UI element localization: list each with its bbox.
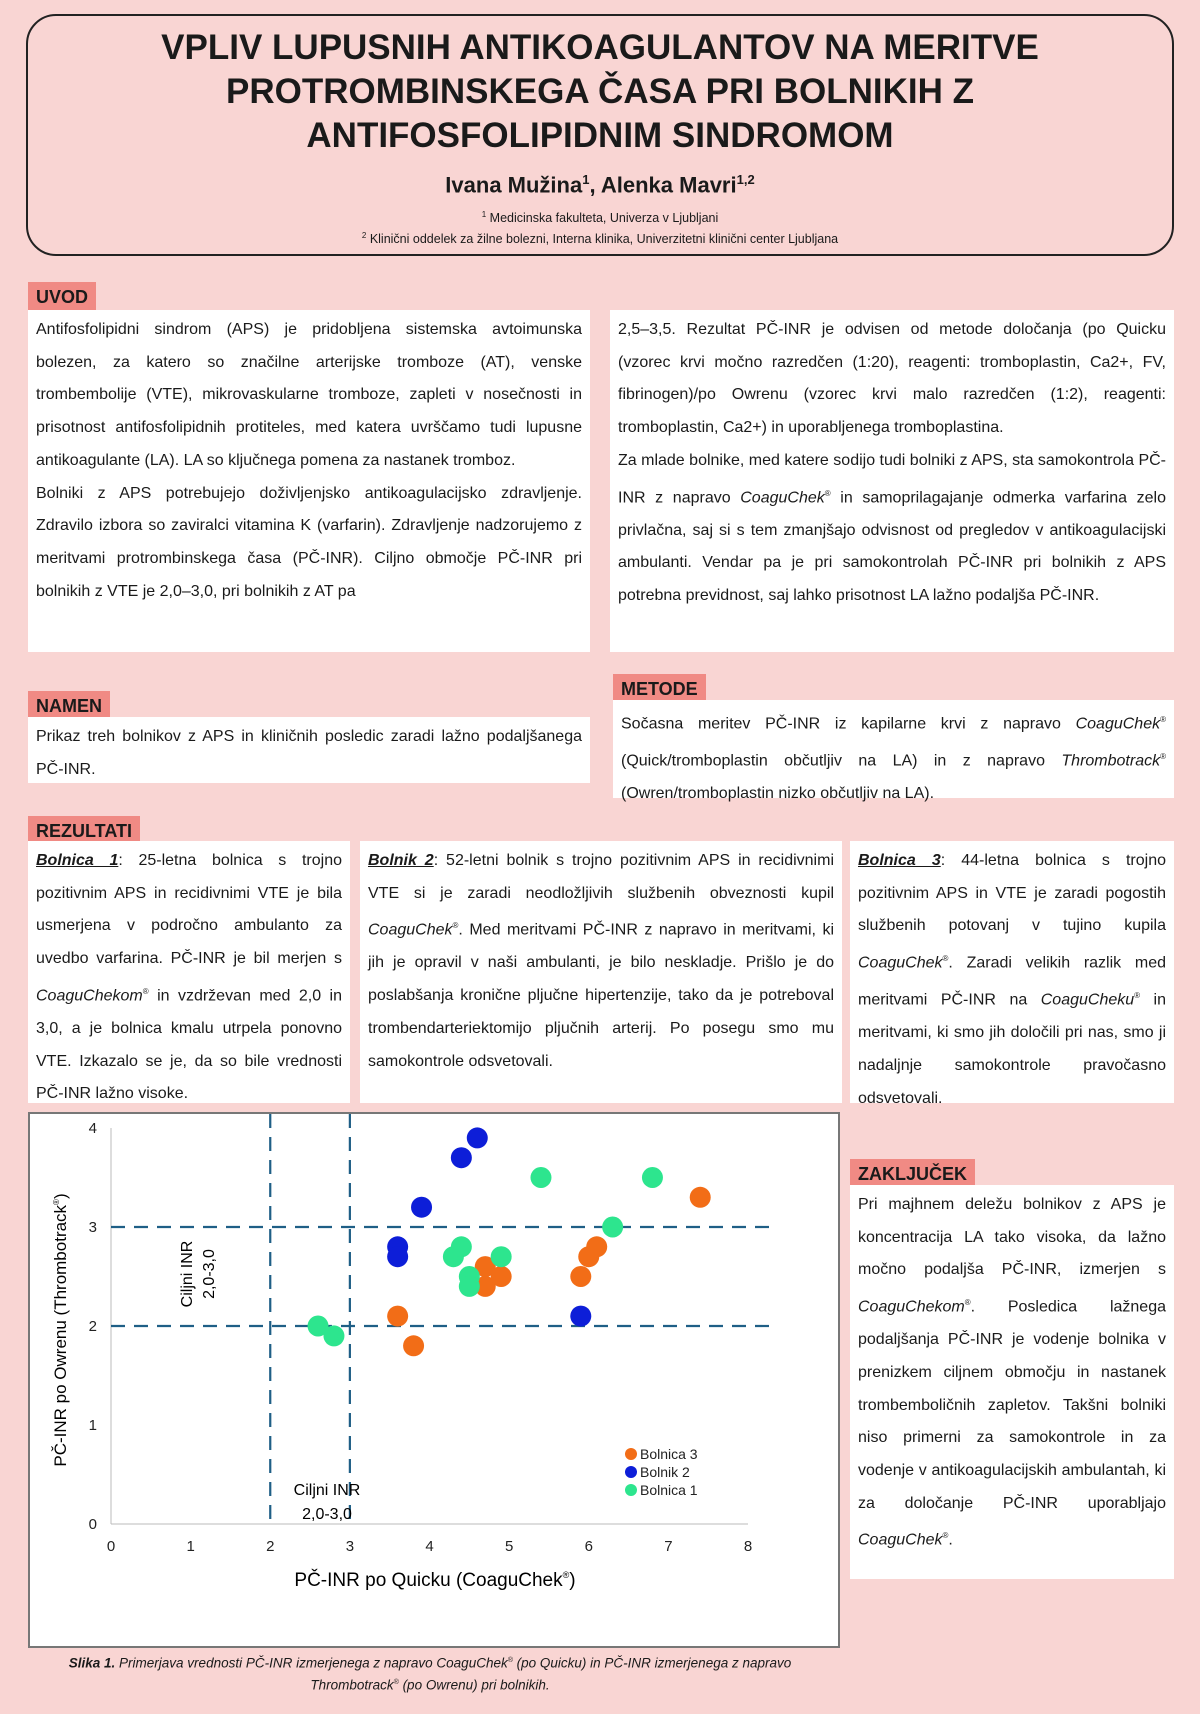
x-tick-label: 7 <box>664 1538 673 1555</box>
uvod-paragraph-1: Antifosfolipidni sindrom (APS) je pridobljena sistemska avtoimunska bolezen, za katero so značilne arterijske tromboze (AT), venske trombembolije (VTE), mikrovaskularne tromboze, zapleti v nosečnosti in prisotnost antifosfolipidnih protiteles, med katera uvrščamo tudi lupusne antikoagulante (LA). LA so ključnega pomena za nastanek tromboz. <box>36 321 582 469</box>
x-tick-label: 2 <box>266 1538 275 1555</box>
caption-label: Slika 1. <box>68 1655 116 1671</box>
uvod-left-column <box>28 310 590 652</box>
legend-marker-3 <box>625 1484 637 1496</box>
case-2-box <box>360 841 842 1103</box>
case-2-text: Bolnik 2: 52-letni bolnik s trojno pozitivnim APS in recidivnimi VTE si je zaradi neodložljivih službenih obveznosti kupil CoaguChek®. Med meritvami PČ-INR z napravo in meritvami, ki jih je opravil v naši ambulanti, je bilo neskladje. Prišlo je do poslabšanja kronične pljučne hipertenzije, tako da je potreboval trombendarteriektomijo pljučnih arterij. Po posegu smo mu samokontrole odsvetovali. <box>368 852 834 1070</box>
legend-label-1: Bolnica 3 <box>640 1446 698 1462</box>
x-tick-label: 0 <box>106 1538 116 1555</box>
data-point-series-1 <box>570 1266 591 1287</box>
y-tick-label: 2 <box>88 1318 97 1335</box>
x-tick-label: 8 <box>743 1538 753 1555</box>
uvod-paragraph-3: 2,5–3,5. Rezultat PČ-INR je odvisen od metode določanja (po Quicku (vzorec krvi močno razredčen (1:20), reagenti: tromboplastin, Ca2+, FV, fibrinogen)/po Owrenu (vzorec krvi malo razredčen (1:2), reagenti: tromboplastin, Ca2+) in uporabljenega tromboplastina. <box>618 321 1166 437</box>
data-points <box>308 1127 711 1356</box>
legend-marker-1 <box>625 1448 637 1460</box>
zakljucek-heading: ZAKLJUČEK <box>850 1159 975 1189</box>
x-tick-label: 5 <box>504 1538 514 1555</box>
x-annotation-line-2: 2,0-3,0 <box>302 1506 352 1523</box>
x-tick-label: 6 <box>584 1538 593 1555</box>
metode-heading: METODE <box>613 674 706 704</box>
case-1-text: Bolnica 1: 25-letna bolnica s trojno pozitivnim APS in recidivnimi VTE je bila usmerjena v področno ambulanto za uvedbo varfarina. PČ-INR je bil merjen s CoaguChekom® in vzdrževan med 2,0 in 3,0, a je bolnica kmalu utrpela ponovno VTE. Izkazalo se je, da so bile vrednosti PČ-INR lažno visoke. <box>36 852 342 1103</box>
legend-label-2: Bolnik 2 <box>640 1464 690 1480</box>
y-annotation-line-1: Ciljni INR <box>179 1240 196 1308</box>
affiliations <box>28 206 1172 248</box>
y-tick-label: 3 <box>88 1219 97 1236</box>
authors: Ivana Mužina$^1$, Alenka Mavri$^{1,2}$ <box>445 172 755 198</box>
case-2-name: Bolnik 2 <box>368 852 434 869</box>
poster-title: VPLIV LUPUSNIH ANTIKOAGULANTOV NA MERITVE PROTROMBINSKEGA ČASA PRI BOLNIKIH Z ANTIFOSFOLIPIDNIM SINDROMOM <box>161 28 1039 155</box>
rezultati-heading: REZULTATI <box>28 816 140 846</box>
x-tick-label: 4 <box>425 1538 434 1555</box>
x-annotation-line-1: Ciljni INR <box>293 1482 361 1499</box>
case-3-box <box>850 841 1174 1107</box>
data-point-series-1 <box>403 1335 424 1356</box>
data-point-series-2 <box>467 1127 488 1148</box>
legend-label-3: Bolnica 1 <box>640 1482 698 1498</box>
zakljucek-text: Pri majhnem deležu bolnikov z APS je koncentracija LA tako visoka, da lažno močno podaljša PČ-INR, izmerjen s CoaguChekom®. Posledica lažnega podaljšanja PČ-INR je vodenje bolnika v prenizkem ciljnem območju in nastanek trombemboličnih zapletov. Takšni bolniki niso primerni za samokontrole in za vodenje v antikoagulacijskih ambulantah, ki za določanje PČ-INR uporabljajo CoaguChek®. <box>858 1196 1166 1549</box>
reference-lines <box>111 1114 770 1524</box>
figure-caption: Slika 1. Primerjava vrednosti PČ-INR izmerjenega z napravo CoaguChek® (po Quicku) in PČ-INR izmerjenega z napravo Thrombotrack® (po Owrenu) pri bolnikih. <box>68 1655 792 1692</box>
data-point-series-3 <box>642 1167 663 1188</box>
author-2-sup: 1,2 <box>736 172 755 187</box>
case-3-text: Bolnica 3: 44-letna bolnica s trojno pozitivnim APS in VTE je zaradi pogostih službenih potovanj v tujino kupila CoaguChek®. Zaradi velikih razlik med meritvami PČ-INR na CoaguCheku® in meritvami, ki smo jih določili pri nas, smo ji nadaljnje samokontrole pravočasno odsvetovali. <box>858 852 1166 1107</box>
uvod-heading: UVOD <box>28 282 96 312</box>
metode-text: Sočasna meritev PČ-INR iz kapilarne krvi z napravo CoaguChek® (Quick/tromboplastin občutljiv na LA) in z napravo Thrombotrack® (Owren/tromboplastin nizko občutljiv na LA). <box>621 715 1166 803</box>
data-point-series-3 <box>323 1325 344 1346</box>
data-point-series-2 <box>570 1306 591 1327</box>
data-point-series-3 <box>459 1276 480 1297</box>
x-tick-label: 3 <box>345 1538 355 1555</box>
data-point-series-1 <box>586 1236 607 1257</box>
title-block <box>26 14 1174 256</box>
uvod-right-column <box>610 310 1174 652</box>
y-tick-label: 4 <box>88 1120 97 1137</box>
x-axis-label: PČ-INR po Quicku (CoaguChek®) <box>294 1570 576 1591</box>
data-point-series-3 <box>530 1167 551 1188</box>
x-tick-label: 1 <box>186 1538 195 1555</box>
uvod-paragraph-2: Bolniki z APS potrebujejo doživljenjsko antikoagulacijsko zdravljenje. Zdravilo izbora so zaviralci vitamina K (varfarin). Zdravljenje nadzorujemo z meritvami protrombinskega časa (PČ-INR). Ciljno območje PČ-INR pri bolnikih z VTE je 2,0–3,0, pri bolnikih z AT pa <box>36 484 582 600</box>
author-1: Ivana Mužina <box>445 172 583 198</box>
data-point-series-3 <box>451 1236 472 1257</box>
author-2: Alenka Mavri <box>600 172 737 198</box>
data-point-series-1 <box>491 1266 512 1287</box>
scatter-chart <box>28 1112 840 1648</box>
case-1-box <box>28 841 350 1103</box>
y-tick-label: 1 <box>88 1417 97 1434</box>
namen-heading: NAMEN <box>28 691 110 721</box>
affiliation-1: $^1$ Medicinska fakulteta, Univerza v Ljubljani <box>481 210 719 226</box>
namen-box <box>28 717 590 783</box>
author-1-sup: 1 <box>582 172 590 187</box>
metode-box <box>613 700 1174 803</box>
data-point-series-1 <box>690 1187 711 1208</box>
y-annotation-line-2: 2,0-3,0 <box>201 1249 218 1299</box>
namen-text: Prikaz treh bolnikov z APS in kliničnih posledic zaradi lažno podaljšanega PČ-INR. <box>36 728 582 778</box>
legend-marker-2 <box>625 1466 637 1478</box>
scatter-chart-svg <box>30 1114 838 1646</box>
data-point-series-3 <box>491 1246 512 1267</box>
uvod-paragraph-4: Za mlade bolnike, med katere sodijo tudi bolniki z APS, sta samokontrola PČ-INR z napravo CoaguChek® in samoprilagajanje odmerka varfarina zelo privlačna, saj si s tem zmanjšajo odvisnost od pregledov v antikoagulacijski ambulanti. Vendar pa je pri samokontrolah PČ-INR pri bolnikih z APS potrebna previdnost, saj lahko prisotnost LA lažno podaljša PČ-INR. <box>618 451 1166 604</box>
data-point-series-2 <box>451 1147 472 1168</box>
chart-legend <box>625 1446 698 1498</box>
zakljucek-box <box>850 1185 1174 1579</box>
case-1-name: Bolnica 1 <box>36 852 119 869</box>
y-axis-label: PČ-INR po Owrenu (Thrombotrack®) <box>51 1193 70 1467</box>
data-point-series-1 <box>387 1306 408 1327</box>
data-point-series-2 <box>387 1246 408 1267</box>
y-tick-label: 0 <box>88 1516 97 1533</box>
data-point-series-3 <box>602 1217 623 1238</box>
case-3-name: Bolnica 3 <box>858 852 941 869</box>
data-point-series-2 <box>411 1197 432 1218</box>
affiliation-2: $^2$ Klinični oddelek za žilne bolezni, Interna klinika, Univerzitetni klinični center Ljubljana <box>361 231 839 247</box>
